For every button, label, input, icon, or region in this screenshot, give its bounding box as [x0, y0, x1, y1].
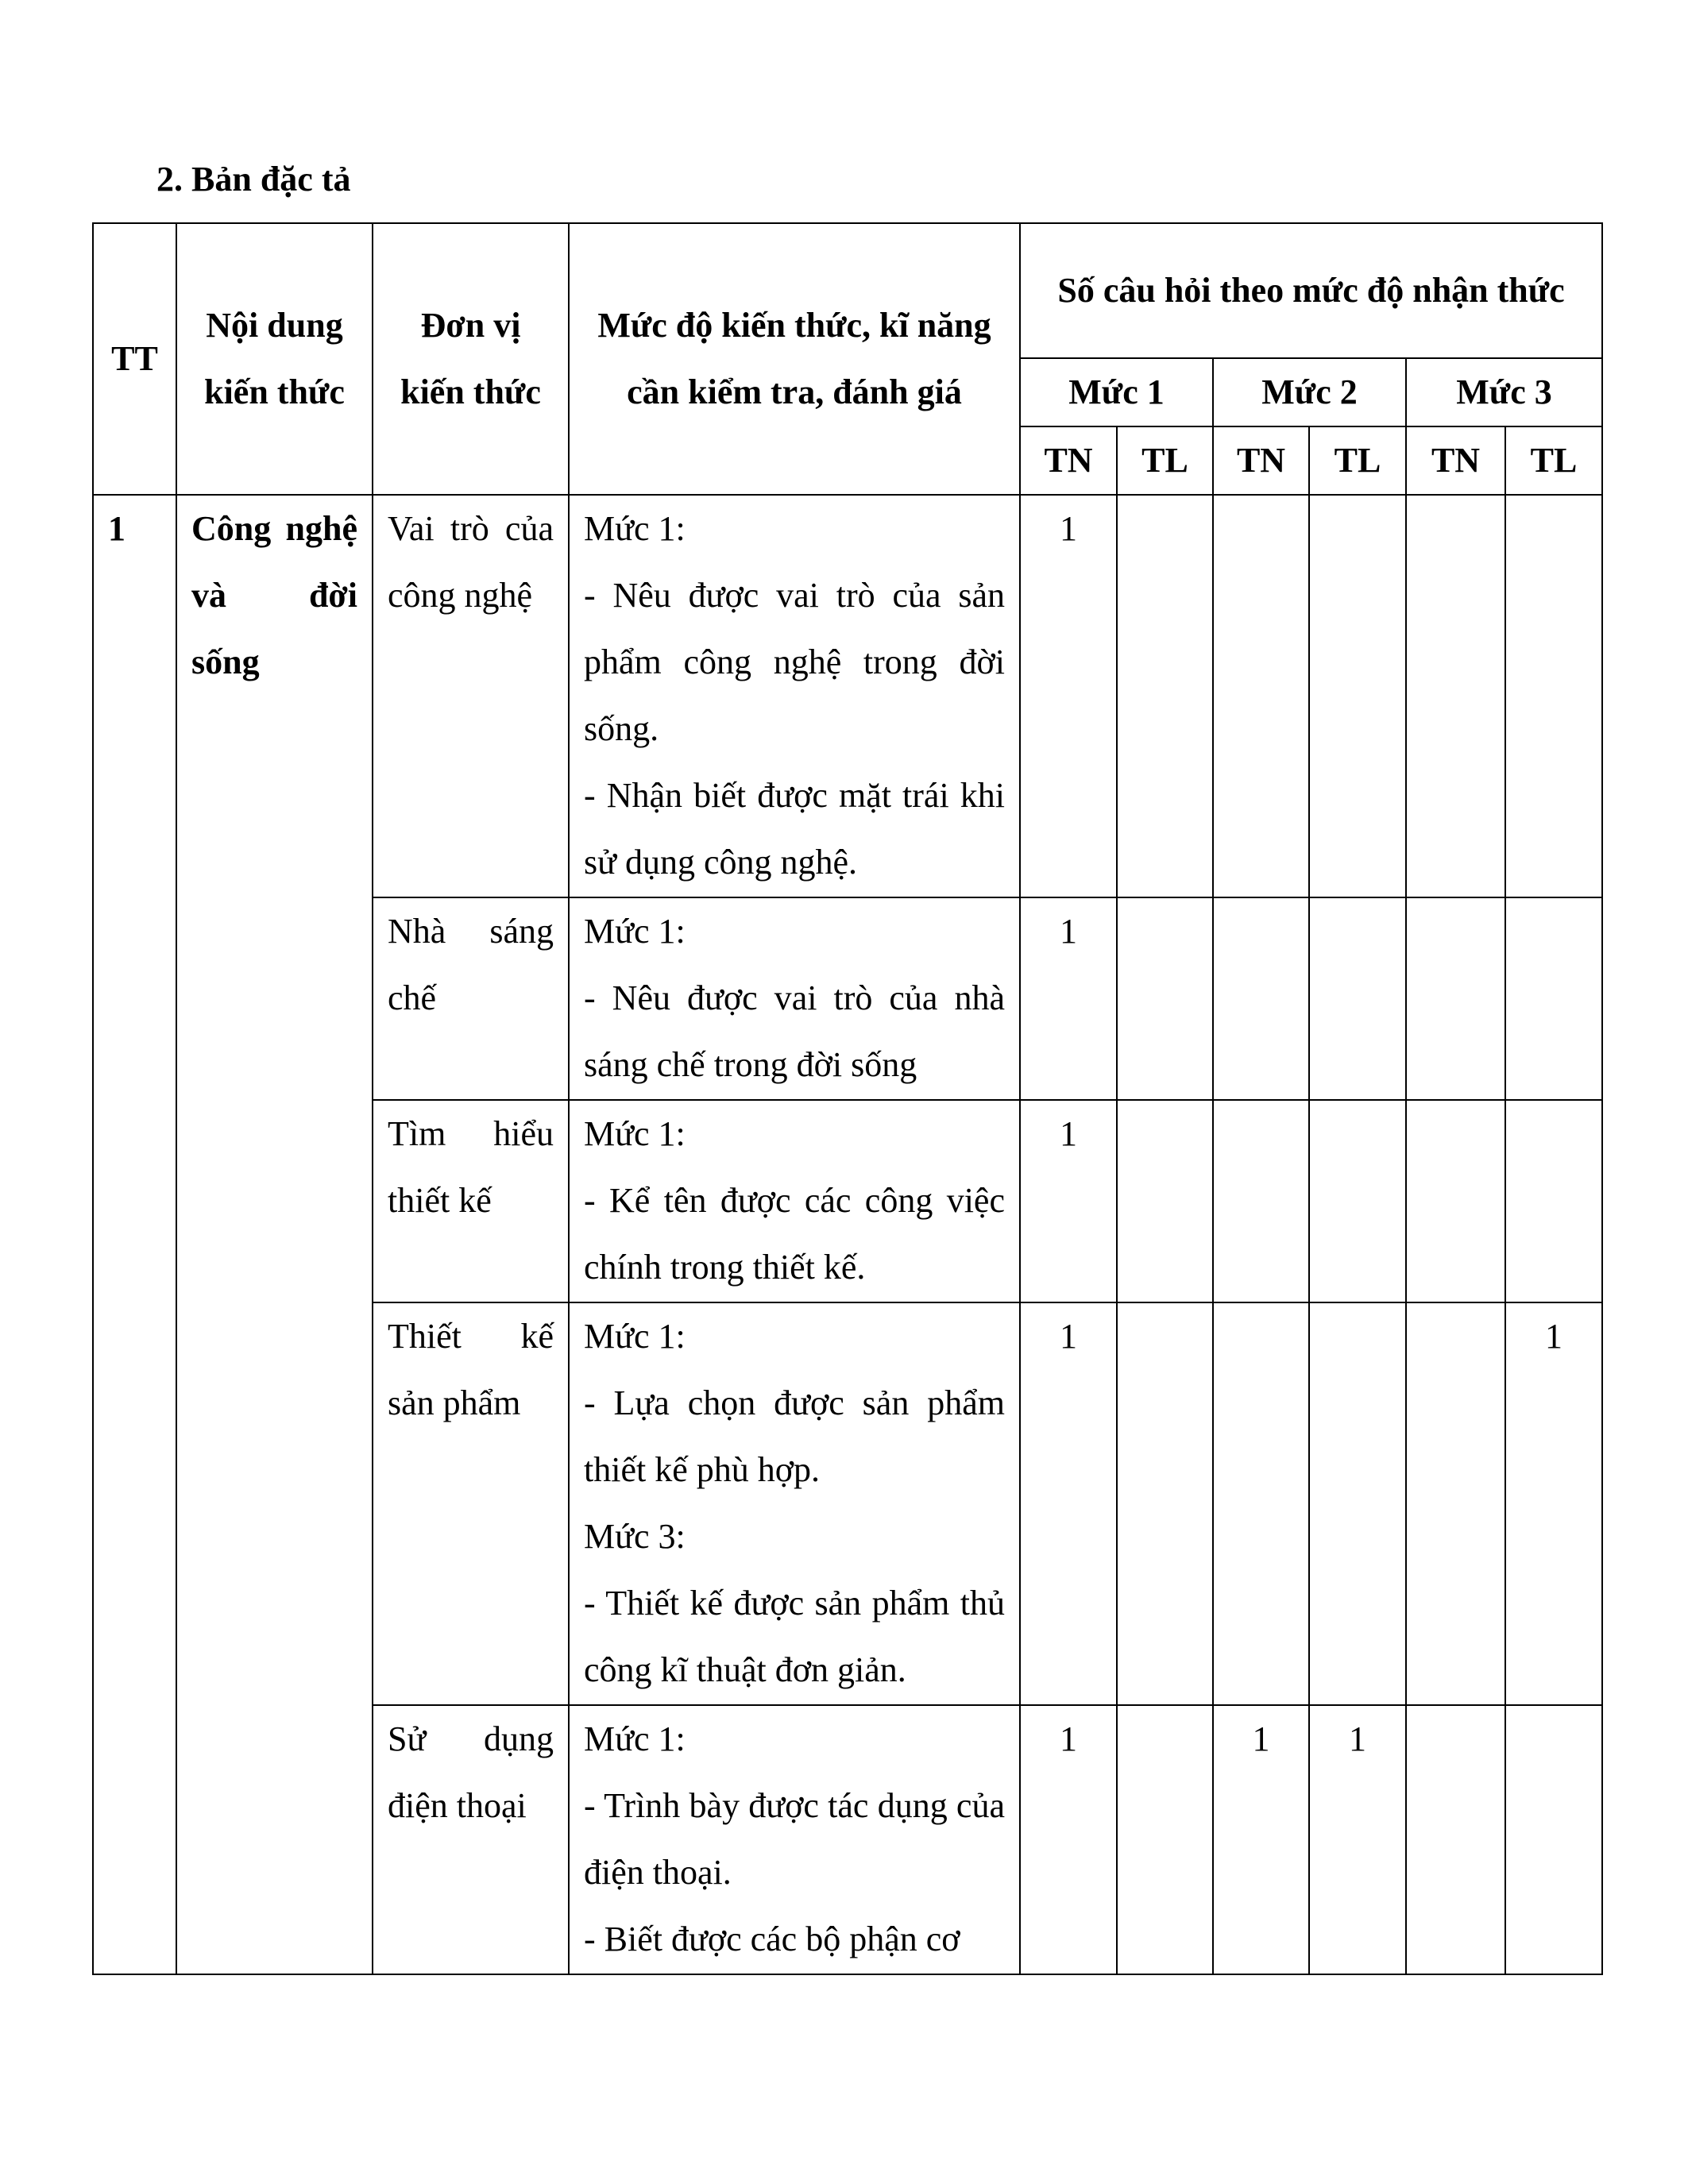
- count-cell: 1: [1213, 1705, 1309, 1974]
- count-cell: [1406, 1302, 1505, 1705]
- criteria-line: - Biết được các bộ phận cơ: [584, 1920, 960, 1958]
- count-cell: [1309, 897, 1406, 1100]
- header-level-1: Mức 1: [1020, 358, 1213, 426]
- criteria-line: - Kể tên được các công việc chính trong thiết kế.: [584, 1181, 1005, 1287]
- criteria-line: - Nêu được vai trò của nhà sáng chế trong đời sống: [584, 978, 1005, 1084]
- count-cell: [1505, 1705, 1602, 1974]
- knowledge-unit: Tìm hiểu thiết kế: [373, 1100, 569, 1302]
- count-cell: [1117, 495, 1213, 897]
- count-cell: [1309, 1302, 1406, 1705]
- header-type-tl: TL: [1309, 426, 1406, 495]
- header-level-2: Mức 2: [1213, 358, 1406, 426]
- header-type-tn: TN: [1020, 426, 1117, 495]
- criteria-description: [569, 897, 1020, 1100]
- knowledge-unit: Nhà sáng chế: [373, 897, 569, 1100]
- header-unit: Đơn vị kiến thức: [373, 223, 569, 495]
- knowledge-unit: Sử dụng điện thoại: [373, 1705, 569, 1974]
- count-cell: 1: [1020, 897, 1117, 1100]
- header-criteria: Mức độ kiến thức, kĩ năng cần kiểm tra, đánh giá: [569, 223, 1020, 495]
- criteria-description: [569, 495, 1020, 897]
- count-cell: 1: [1505, 1302, 1602, 1705]
- count-cell: [1505, 897, 1602, 1100]
- header-question-count: Số câu hỏi theo mức độ nhận thức: [1020, 223, 1602, 358]
- criteria-line: Mức 1:: [584, 1114, 686, 1153]
- header-content: Nội dung kiến thức: [176, 223, 373, 495]
- criteria-line: - Nêu được vai trò của sản phẩm công nghệ trong đời sống.: [584, 576, 1005, 748]
- criteria-line: Mức 1:: [584, 1719, 686, 1758]
- knowledge-content: Công nghệ và đời sống: [176, 495, 373, 1974]
- count-cell: [1117, 1705, 1213, 1974]
- header-type-tn: TN: [1213, 426, 1309, 495]
- header-type-tl: TL: [1505, 426, 1602, 495]
- table-row: [93, 495, 1602, 897]
- criteria-description: [569, 1100, 1020, 1302]
- count-cell: [1406, 1705, 1505, 1974]
- section-heading: 2. Bản đặc tả: [156, 160, 351, 199]
- count-cell: [1213, 495, 1309, 897]
- header-tt: TT: [93, 223, 176, 495]
- count-cell: [1406, 1100, 1505, 1302]
- header-type-tn: TN: [1406, 426, 1505, 495]
- count-cell: [1505, 1100, 1602, 1302]
- count-cell: [1406, 495, 1505, 897]
- criteria-line: Mức 1:: [584, 509, 686, 548]
- specification-table: [92, 222, 1603, 1975]
- count-cell: 1: [1020, 1705, 1117, 1974]
- count-cell: [1117, 1100, 1213, 1302]
- count-cell: 1: [1309, 1705, 1406, 1974]
- criteria-line: Mức 1:: [584, 912, 686, 951]
- count-cell: [1213, 1302, 1309, 1705]
- header-type-tl: TL: [1117, 426, 1213, 495]
- header-level-3: Mức 3: [1406, 358, 1602, 426]
- criteria-line: - Lựa chọn được sản phẩm thiết kế phù hợp.: [584, 1383, 1005, 1489]
- criteria-line: - Thiết kế được sản phẩm thủ công kĩ thuật đơn giản.: [584, 1584, 1005, 1689]
- count-cell: 1: [1020, 1302, 1117, 1705]
- criteria-line: - Nhận biết được mặt trái khi sử dụng công nghệ.: [584, 776, 1005, 882]
- count-cell: [1117, 897, 1213, 1100]
- knowledge-unit: Thiết kế sản phẩm: [373, 1302, 569, 1705]
- count-cell: 1: [1020, 1100, 1117, 1302]
- count-cell: [1309, 495, 1406, 897]
- criteria-line: Mức 3:: [584, 1517, 686, 1556]
- criteria-description: [569, 1705, 1020, 1974]
- row-number: 1: [93, 495, 176, 1974]
- criteria-line: Mức 1:: [584, 1317, 686, 1356]
- count-cell: [1309, 1100, 1406, 1302]
- count-cell: [1406, 897, 1505, 1100]
- count-cell: [1213, 897, 1309, 1100]
- count-cell: [1213, 1100, 1309, 1302]
- criteria-description: [569, 1302, 1020, 1705]
- count-cell: [1117, 1302, 1213, 1705]
- criteria-line: - Trình bày được tác dụng của điện thoại.: [584, 1786, 1005, 1892]
- count-cell: 1: [1020, 495, 1117, 897]
- count-cell: [1505, 495, 1602, 897]
- knowledge-unit: Vai trò của công nghệ: [373, 495, 569, 897]
